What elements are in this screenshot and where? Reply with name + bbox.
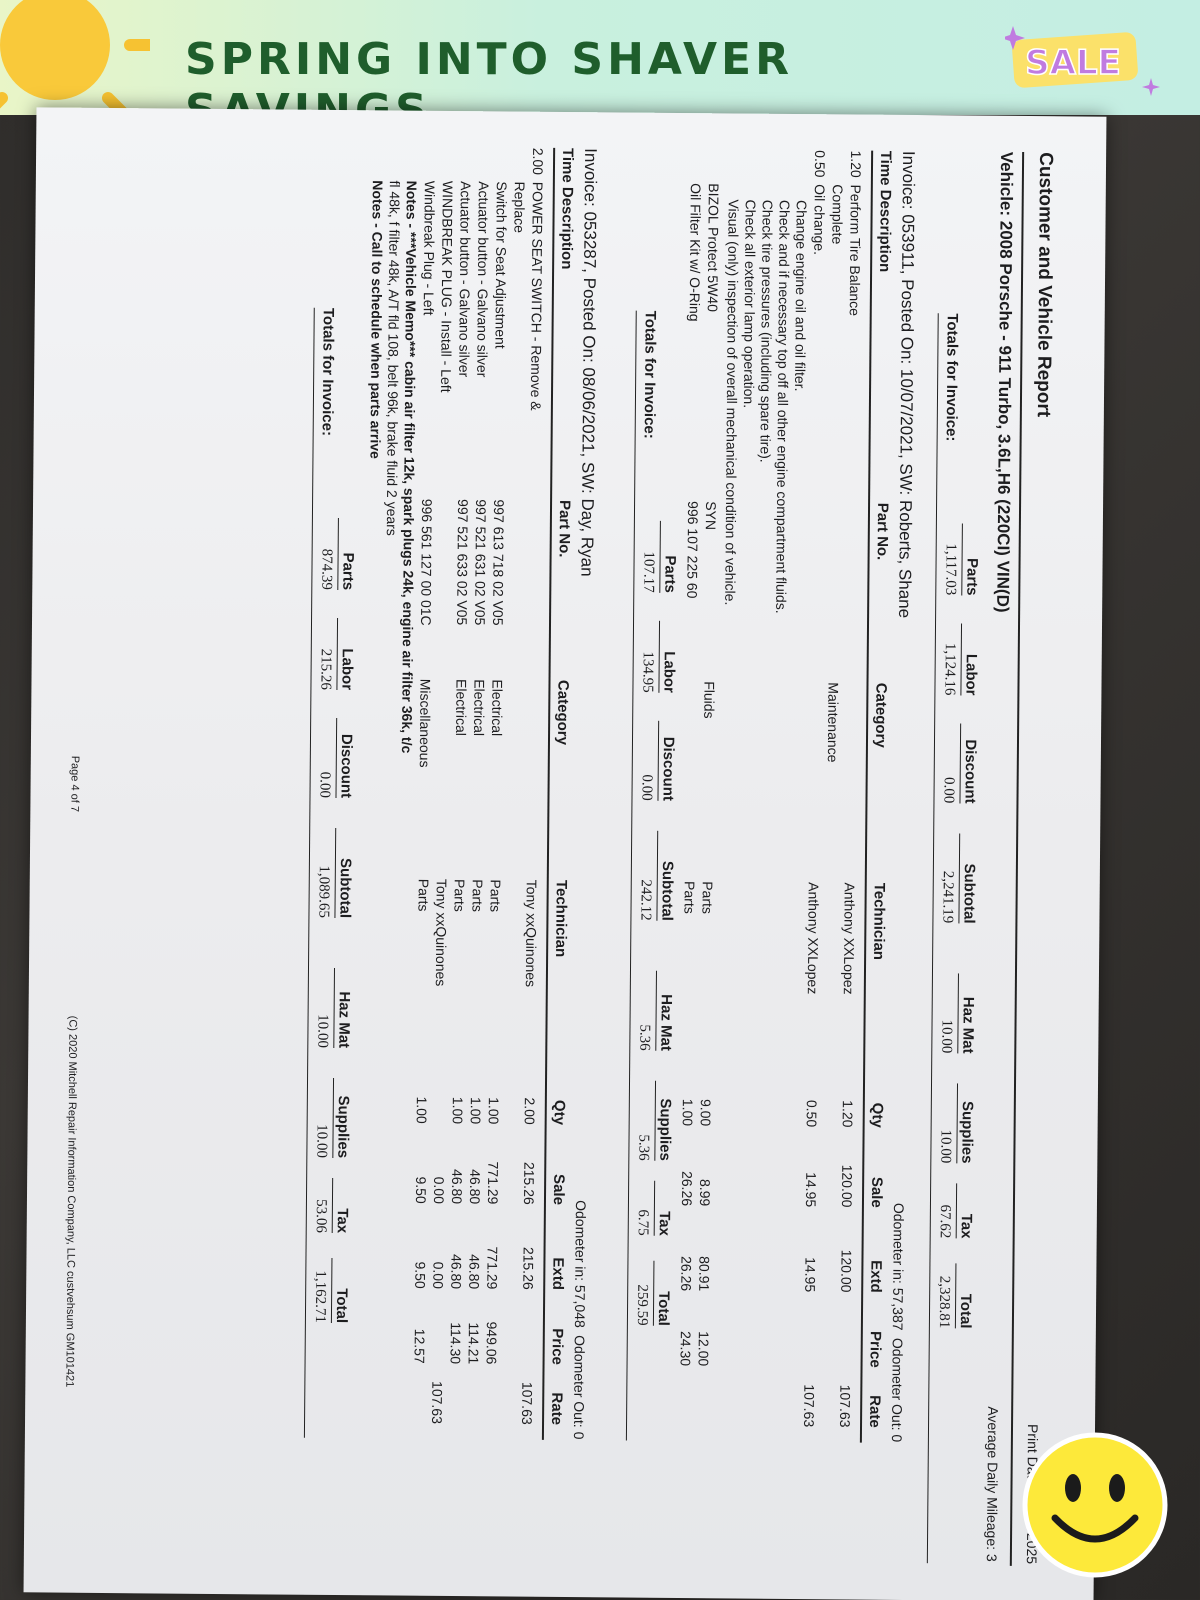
col-category: Category [553, 679, 572, 746]
line-technician: Parts [451, 879, 468, 912]
line-price: 12.57 [411, 1328, 428, 1364]
report-page [24, 115, 1077, 1584]
line-qty: 1.00 [413, 1096, 430, 1124]
total-labor: 1,124.16 [941, 642, 958, 696]
line-technician: Anthony XXLopez [804, 882, 822, 995]
line-time: 1.20 [847, 150, 865, 178]
divider [927, 313, 939, 1563]
col-qty: Qty [868, 1102, 886, 1128]
line-technician: Tony xxQuinones [522, 879, 540, 988]
line-category: Electrical [453, 679, 470, 736]
total-labor: 215.26 [317, 648, 334, 690]
note-line: Check and if necessary top off all other engine compartment fluids. [773, 199, 793, 614]
line-qty: 9.00 [697, 1098, 714, 1127]
line-qty: 1.00 [449, 1096, 466, 1125]
line-technician: Parts [487, 879, 504, 913]
line-extd: 120.00 [838, 1249, 855, 1293]
note-line: Change engine oil and oil filter. [792, 199, 810, 392]
line-extd: 80.91 [696, 1256, 713, 1292]
line-qty: 1.00 [467, 1096, 484, 1125]
total-haz-mat: 5.36 [636, 1024, 653, 1051]
line-description: POWER SEAT SWITCH - Remove & [527, 181, 546, 411]
col-parts: Parts [659, 521, 679, 593]
line-description: Windbreak Plug - Left [420, 180, 438, 316]
totals-label: Totals for Invoice: [318, 307, 337, 437]
total-parts: 874.39 [318, 548, 335, 590]
line-technician: Tony xxQuinones [432, 878, 450, 987]
invoice-title: Invoice: 053287, Posted On: 08/06/2021, SW: Day, Ryan [577, 148, 601, 577]
col-extd: Extd [549, 1257, 567, 1291]
col-category: Category [871, 682, 890, 748]
total-haz-mat: 10.00 [938, 1019, 955, 1054]
line-part-no: SYN [702, 501, 720, 531]
col-qty: Qty [550, 1099, 568, 1126]
col-total: Total [331, 1258, 351, 1323]
line-technician: Parts [699, 881, 716, 915]
col-time-description: Time Description [558, 147, 577, 270]
note-line: Visual (only) inspection of overall mechanical condition of vehicle. [722, 199, 742, 606]
col-sale: Sale [549, 1174, 568, 1206]
total-discount: 0.00 [638, 774, 655, 801]
line-description: BIZOL Protect 5W40 [704, 183, 722, 312]
col-haz-mat: Haz Mat [957, 973, 977, 1053]
line-category: Electrical [471, 679, 488, 737]
line-extd: 46.80 [448, 1253, 465, 1290]
line-sale: 9.50 [412, 1176, 430, 1204]
line-part-no: 997 521 633 02 V05 [453, 499, 472, 626]
line-sale: 26.26 [678, 1170, 696, 1207]
line-qty: 2.00 [521, 1097, 538, 1125]
line-sale: 14.95 [802, 1172, 820, 1208]
col-supplies: Supplies [956, 1083, 976, 1163]
line-qty: 1.00 [485, 1097, 502, 1125]
col-labor: Labor [336, 618, 356, 690]
line-category: Fluids [701, 681, 718, 719]
line-time: 0.50 [811, 150, 829, 178]
total-discount: 0.00 [940, 777, 957, 804]
note-line: Notes - Call to schedule when parts arrive [367, 180, 386, 459]
smiley-icon [1020, 1430, 1170, 1580]
odometer-in: Odometer in: 57,048 [571, 1200, 589, 1328]
total-haz-mat: 10.00 [314, 1014, 331, 1048]
col-haz-mat: Haz Mat [655, 971, 675, 1051]
odometer-out: Odometer Out: 0 [570, 1335, 588, 1440]
col-parts: Parts [337, 518, 357, 590]
invoice-title: Invoice: 053911, Posted On: 10/07/2021, SW: Roberts, Shane [895, 150, 919, 619]
col-technician: Technician [870, 882, 888, 961]
total-total: 1,162.71 [311, 1270, 329, 1323]
banner-title: SPRING INTO SHAVER [185, 34, 793, 85]
total-tax: 53.06 [312, 1199, 329, 1233]
line-part-no: 997 613 718 02 V05 [489, 499, 508, 626]
line-extd: 14.95 [802, 1257, 819, 1293]
col-extd: Extd [867, 1260, 885, 1293]
promo-banner [0, 0, 1200, 115]
line-description: Actuator button - Galvano silver [456, 181, 474, 378]
total-discount: 0.00 [316, 771, 333, 798]
oil-change-notes [721, 199, 810, 613]
line-category: Maintenance [824, 682, 842, 763]
col-discount: Discount [959, 723, 979, 803]
note-line: Check tire pressures (including spare tire). [757, 199, 776, 463]
col-rate: Rate [548, 1392, 566, 1426]
line-price: 114.21 [465, 1322, 482, 1365]
line-time: 2.00 [529, 147, 547, 176]
totals-label: Totals for Invoice: [942, 313, 961, 442]
line-price: 949.06 [483, 1321, 500, 1365]
line-sale: 120.00 [838, 1164, 856, 1208]
line-description: Oil change. [811, 184, 828, 256]
line-category: Miscellaneous [416, 678, 434, 768]
col-supplies: Supplies [332, 1078, 352, 1158]
line-extd: 0.00 [430, 1261, 447, 1289]
line-category: Electrical [489, 679, 506, 737]
line-extd: 771.29 [484, 1246, 501, 1290]
page-number: Page 4 of 7 [68, 755, 81, 813]
line-description: Oil Filter Kit w/ O-Ring [686, 183, 704, 322]
col-technician: Technician [552, 879, 570, 958]
odometer-out: Odometer Out: 0 [888, 1337, 906, 1443]
line-price: 114.30 [447, 1322, 464, 1365]
line-sale: 46.80 [466, 1169, 484, 1205]
line-extd: 9.50 [412, 1261, 429, 1289]
col-labor: Labor [960, 623, 980, 695]
line-qty: 1.00 [679, 1098, 696, 1127]
line-rate: 107.63 [519, 1381, 536, 1425]
line-description: Actuator button - Galvano silver [474, 181, 492, 378]
note-line: Notes - ***Vehicle Memo*** cabin air filter 12k, spark plugs 24k, engine air filter 36k, t/c [398, 180, 420, 754]
col-supplies: Supplies [654, 1081, 674, 1161]
col-tax: Tax [332, 1178, 351, 1233]
line-sale: 8.99 [696, 1178, 714, 1207]
col-haz-mat: Haz Mat [333, 968, 353, 1048]
line-price: 12.00 [695, 1331, 712, 1367]
totals-label: Totals for Invoice: [640, 310, 659, 439]
sale-badge-text: SALE [1025, 43, 1121, 83]
total-total: 2,328.81 [935, 1275, 953, 1329]
col-labor: Labor [658, 621, 678, 693]
total-subtotal: 1,089.65 [315, 865, 332, 918]
line-qty: 1.20 [839, 1100, 856, 1128]
invoice-notes [364, 180, 420, 753]
total-labor: 134.95 [639, 651, 656, 693]
total-tax: 6.75 [634, 1209, 651, 1236]
line-technician: Parts [415, 878, 432, 912]
line-sale: 46.80 [448, 1168, 466, 1205]
line-rate: 107.63 [837, 1384, 854, 1428]
line-extd: 215.26 [520, 1246, 537, 1290]
col-tax: Tax [956, 1183, 975, 1238]
col-discount: Discount [657, 721, 677, 801]
col-part-no: Part No. [555, 499, 574, 558]
col-time-description: Time Description [876, 150, 895, 273]
total-parts: 1,117.03 [942, 543, 959, 596]
total-supplies: 5.36 [635, 1134, 652, 1161]
line-description: Perform Tire Balance [846, 184, 864, 317]
col-sale: Sale [867, 1176, 886, 1208]
line-part-no: 997 521 631 02 V05 [471, 499, 490, 626]
line-sale: 215.26 [520, 1161, 538, 1205]
col-rate: Rate [866, 1395, 884, 1428]
report-title: Customer and Vehicle Report [1032, 152, 1057, 418]
col-parts: Parts [961, 523, 981, 595]
line-description: WINDBREAK PLUG - Install - Left [438, 180, 456, 393]
col-discount: Discount [335, 718, 355, 798]
report-paper [24, 107, 1107, 1600]
line-sale: 0.00 [430, 1176, 448, 1204]
note-line: fl 48k, f filter 48k, A/T fld 108, belt 96k, brake fluid 2 years [383, 180, 403, 536]
line-part-no: 996 107 225 60 [684, 501, 702, 599]
col-subtotal: Subtotal [334, 828, 354, 918]
line-description: Complete [829, 184, 846, 245]
total-total: 259.59 [633, 1284, 651, 1326]
total-parts: 107.17 [640, 551, 657, 593]
line-price: 24.30 [677, 1330, 694, 1367]
line-description: Replace [511, 181, 528, 234]
copyright: (C) 2020 Mitchell Repair Information Company, LLC custvehsum GM101421 [63, 1015, 79, 1388]
line-technician: Anthony XXLopez [840, 882, 858, 995]
vehicle-title: Vehicle: 2008 Porsche - 911 Turbo, 3.6L,H6 (220CI) VIN(D) [993, 151, 1017, 613]
line-rate: 107.63 [429, 1381, 446, 1424]
line-technician: Parts [469, 879, 486, 912]
col-subtotal: Subtotal [958, 833, 978, 923]
col-total: Total [653, 1261, 673, 1326]
total-tax: 67.62 [936, 1204, 953, 1239]
line-extd: 46.80 [466, 1254, 483, 1290]
sale-badge [1005, 22, 1165, 97]
note-line: Check all exterior lamp operation. [740, 199, 759, 409]
col-part-no: Part No. [873, 502, 892, 561]
col-tax: Tax [654, 1181, 673, 1236]
line-rate: 107.63 [801, 1384, 818, 1428]
line-part-no: 996 561 127 00 01C [417, 498, 436, 626]
total-subtotal: 242.12 [637, 879, 654, 921]
line-qty: 0.50 [803, 1099, 820, 1128]
col-price: Price [548, 1328, 566, 1366]
col-subtotal: Subtotal [656, 831, 676, 921]
line-extd: 26.26 [678, 1255, 695, 1292]
line-description: Switch for Seat Adjustment [492, 181, 510, 349]
line-technician: Parts [681, 881, 698, 914]
total-supplies: 10.00 [937, 1129, 954, 1164]
col-total: Total [955, 1263, 975, 1328]
line-sale: 771.29 [484, 1161, 502, 1205]
average-daily-mileage: Average Daily Mileage: 3 [983, 1406, 1002, 1562]
total-supplies: 10.00 [313, 1124, 330, 1158]
odometer-in: Odometer in: 57,387 [889, 1202, 907, 1331]
total-subtotal: 2,241.19 [939, 870, 956, 924]
col-price: Price [866, 1330, 884, 1368]
